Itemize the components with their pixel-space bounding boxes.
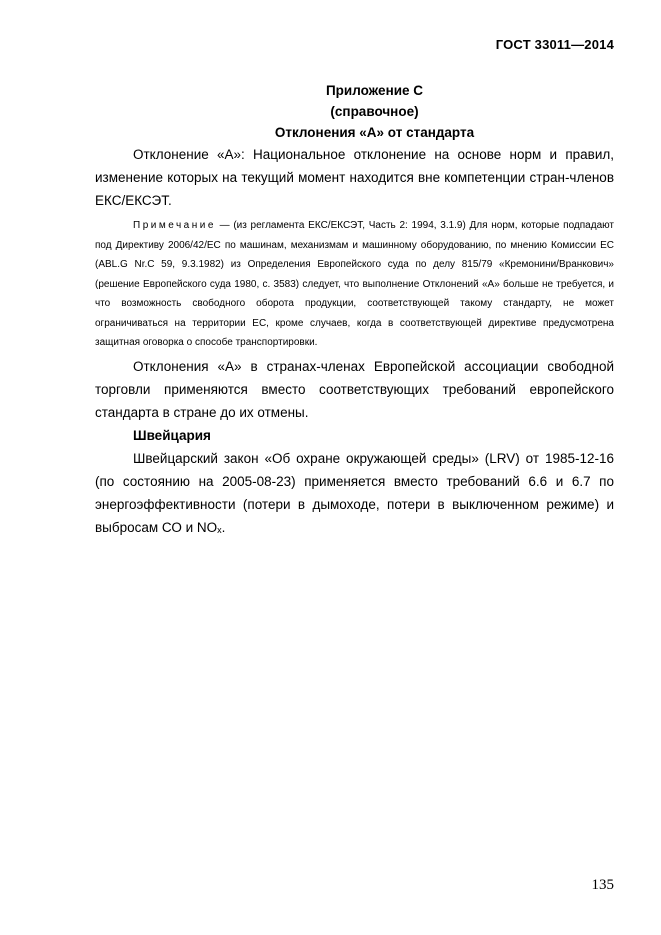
page-number: 135 xyxy=(591,877,614,893)
switzerland-text: Швейцарский закон «Об охране окружающей среды» (LRV) от 1985-12-16 (по состоянию на 2005-08-23) применяется вместо требований 6.6 и 6.7 по энергоэффективности (потери в дымоходе, потери в выключенном режиме) и выбросам СО и NO xyxy=(95,450,614,535)
switzerland-text-end: . xyxy=(221,519,226,535)
page-content xyxy=(95,80,614,542)
appendix-title: Приложение С xyxy=(325,83,424,98)
note-paragraph xyxy=(95,216,614,353)
nox-subscript: x xyxy=(217,524,222,535)
note-label: Примечание xyxy=(133,220,216,231)
switzerland-heading: Швейцария xyxy=(133,427,211,443)
appendix-type: (справочное) xyxy=(330,104,419,119)
efta-paragraph: Отклонения «А» в странах-членах Европейской ассоциации свободной торговли применяются вместо соответствующих требований европейского стандарта в стране до их отмены. xyxy=(95,358,614,420)
switzerland-paragraph xyxy=(95,447,614,542)
appendix-subtitle: Отклонения «А» от стандарта xyxy=(274,125,475,140)
note-text: — (из регламента ЕКС/ЕКСЭТ, Часть 2: 1994, 3.1.9) Для норм, которые подпадают под Директиву 2006/42/ЕС по машинам, механизмам и машинному оборудованию, по мнению Комиссии ЕС (ABL.G Nr.C 59, 9.3.1982) из Определения Европейского суда по делу 815/79 «Кремонини/Вранкович» (решение Европейского суда 1980, с. 3583) следует, что выполнение Отклонений «А» больше не требуется, и что возможность свободного оборота продукции, соответствующей такому стандарту, не может ограничиваться на территории ЕС, кроме случаев, когда в соответствующей директиве предусмотрена защитная оговорка о способе транспортировки. xyxy=(95,220,614,348)
standard-header: ГОСТ 33011—2014 xyxy=(495,37,614,52)
deviation-definition-paragraph: Отклонение «А»: Национальное отклонение на основе норм и правил, изменение которых на текущий момент находится вне компетенции стран-членов ЕКС/ЕКСЭТ. xyxy=(95,147,614,208)
